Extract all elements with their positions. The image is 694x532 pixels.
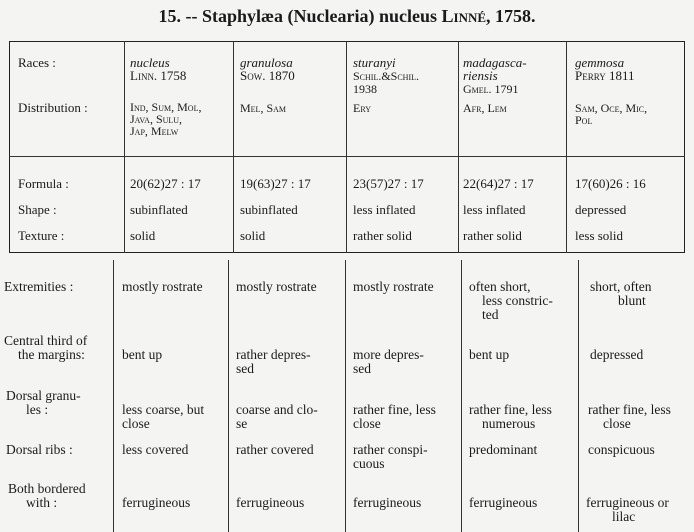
race-author: Perry 1811	[575, 68, 635, 83]
distribution-line: Java, Sulu,	[130, 112, 183, 126]
shape-value: less inflated	[463, 202, 526, 217]
granules-value: rather fine, less	[469, 402, 552, 417]
central-third-value: rather depres-	[236, 347, 311, 362]
row-divider	[9, 156, 685, 157]
col-divider	[578, 260, 579, 532]
formula-value: 22(64)27 : 17	[463, 176, 534, 191]
col-divider	[346, 41, 347, 253]
race-author: Schil.&Schil.	[353, 69, 420, 83]
bordered-value: ferrugineous	[353, 495, 422, 510]
ribs-value: conspicuous	[588, 442, 655, 457]
race-author: Sow. 1870	[240, 68, 295, 83]
distribution-line: Afr, Lem	[463, 101, 507, 115]
shape-value: subinflated	[130, 202, 188, 217]
extremities-value: mostly rostrate	[122, 279, 203, 294]
formula-value: 23(57)27 : 17	[353, 176, 424, 191]
race-author: Gmel. 1791	[463, 82, 519, 96]
ribs-value: less covered	[122, 442, 189, 457]
label-formula: Formula :	[18, 176, 69, 191]
shape-value: depressed	[575, 202, 627, 217]
label-both-bordered-cont: with :	[26, 495, 58, 510]
texture-value: rather solid	[353, 228, 412, 243]
granules-value: numerous	[482, 416, 536, 431]
shape-value: less inflated	[353, 202, 416, 217]
distribution-line: Pol	[575, 113, 593, 127]
extremities-value: mostly rostrate	[353, 279, 434, 294]
granules-value: less coarse, but	[122, 402, 205, 417]
granules-value: se	[236, 416, 248, 431]
col-divider	[345, 260, 346, 532]
col-divider	[233, 41, 234, 253]
label-central-third: Central third of	[4, 333, 88, 348]
col-divider	[458, 41, 459, 253]
distribution-line: Mel, Sam	[240, 101, 287, 115]
texture-value: solid	[240, 228, 266, 243]
race-name: sturanyi	[353, 55, 396, 70]
formula-value: 19(63)27 : 17	[240, 176, 311, 191]
bordered-value: ferrugineous	[122, 495, 191, 510]
texture-value: rather solid	[463, 228, 522, 243]
ribs-value: predominant	[469, 442, 538, 457]
bordered-value: ferrugineous	[236, 495, 305, 510]
label-extremities: Extremities :	[4, 279, 74, 294]
central-third-value: depressed	[590, 347, 644, 362]
granules-value: rather fine, less	[588, 402, 671, 417]
label-dorsal-granules: Dorsal granu-	[6, 388, 81, 403]
granules-value: close	[353, 416, 381, 431]
race-name: madagasca-	[463, 55, 527, 70]
extremities-value: short, often	[590, 279, 652, 294]
col-divider	[113, 260, 114, 532]
distribution-line: Jap, Melw	[130, 124, 179, 138]
extremities-value: ted	[482, 307, 499, 322]
ribs-value: cuous	[353, 456, 385, 471]
formula-value: 20(62)27 : 17	[130, 176, 201, 191]
extremities-value: blunt	[618, 293, 646, 308]
race-name: gemmosa	[575, 55, 625, 70]
shape-value: subinflated	[240, 202, 298, 217]
central-third-value: sed	[236, 361, 254, 376]
title-year: , 1758.	[486, 6, 536, 26]
title-author: Linné	[441, 6, 487, 26]
texture-value: solid	[130, 228, 156, 243]
title-number: 15. --	[158, 6, 198, 26]
title-species: Staphylæa (Nuclearia) nucleus	[201, 6, 437, 26]
label-shape: Shape :	[18, 202, 57, 217]
label-dorsal-granules-cont: les :	[26, 402, 49, 417]
race-name: granulosa	[240, 55, 293, 70]
granules-value: close	[603, 416, 631, 431]
bordered-value: ferrugineous	[469, 495, 538, 510]
race-name-cont: riensis	[463, 68, 498, 83]
extremities-value: less constric-	[482, 293, 553, 308]
extremities-value: often short,	[469, 279, 531, 294]
distribution-line: Sam, Oce, Mic,	[575, 101, 648, 115]
race-author: Linn. 1758	[130, 68, 187, 83]
col-divider	[566, 41, 567, 253]
label-distribution: Distribution :	[18, 100, 88, 115]
race-year: 1938	[353, 82, 377, 96]
race-name: nucleus	[130, 55, 170, 70]
bordered-value: lilac	[612, 509, 636, 524]
extremities-value: mostly rostrate	[236, 279, 317, 294]
label-races: Races :	[18, 55, 56, 70]
col-divider	[461, 260, 462, 532]
distribution-line: Ery	[353, 101, 372, 115]
distribution-line: Ind, Sum, Mol,	[130, 100, 202, 114]
central-third-value: sed	[353, 361, 371, 376]
col-divider	[228, 260, 229, 532]
ribs-value: rather conspi-	[353, 442, 428, 457]
label-central-third-cont: the margins:	[18, 347, 85, 362]
col-divider	[124, 41, 125, 253]
granules-value: close	[122, 416, 150, 431]
texture-value: less solid	[575, 228, 624, 243]
ribs-value: rather covered	[236, 442, 314, 457]
central-third-value: bent up	[469, 347, 510, 362]
label-both-bordered: Both bordered	[8, 481, 86, 496]
central-third-value: more depres-	[353, 347, 424, 362]
bordered-value: ferrugineous or	[586, 495, 669, 510]
central-third-value: bent up	[122, 347, 163, 362]
formula-value: 17(60)26 : 16	[575, 176, 646, 191]
label-dorsal-ribs: Dorsal ribs :	[6, 442, 73, 457]
page-title	[0, 6, 694, 27]
granules-value: rather fine, less	[353, 402, 436, 417]
label-texture: Texture :	[18, 228, 65, 243]
granules-value: coarse and clo-	[236, 402, 318, 417]
